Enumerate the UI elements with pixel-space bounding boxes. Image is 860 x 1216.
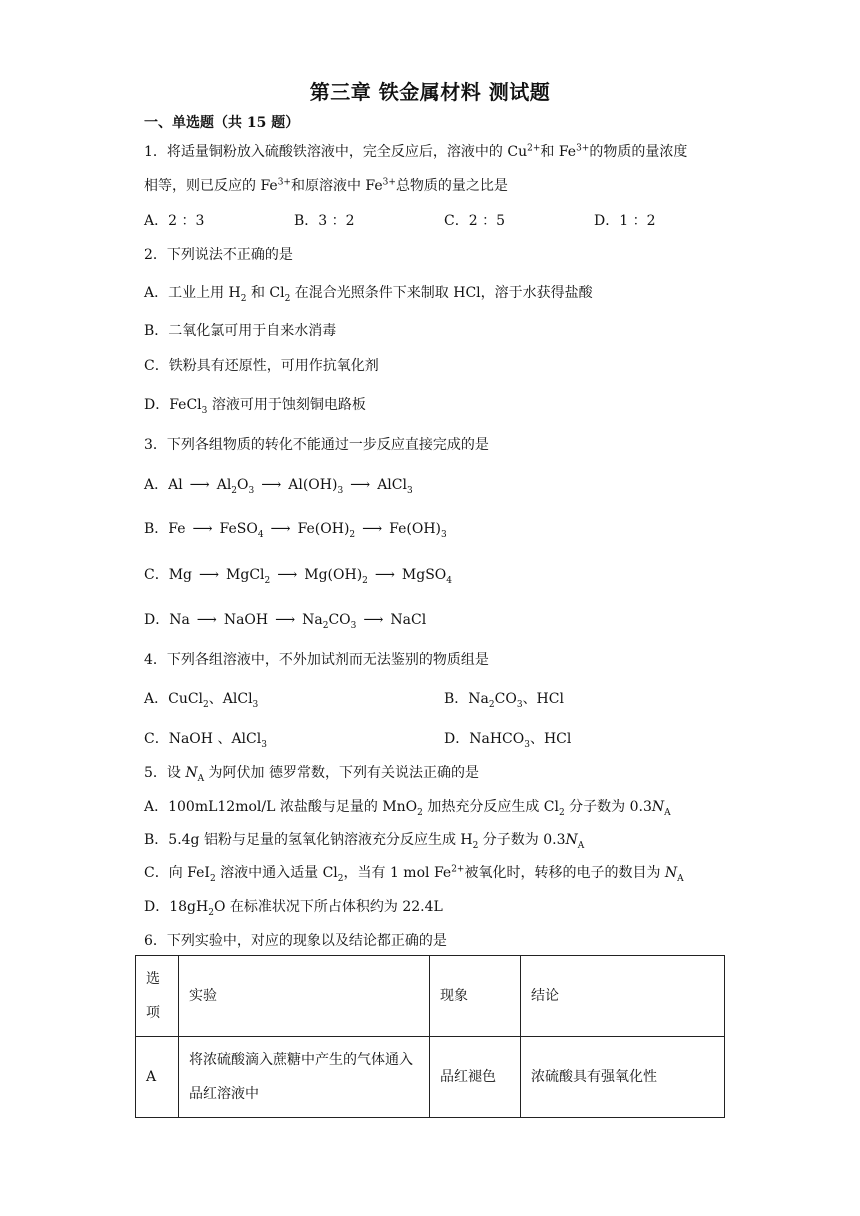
arrow-icon: ⟶	[350, 477, 371, 493]
q2-stem: 2．下列说法不正确的是	[144, 247, 293, 263]
arrow-icon: ⟶	[196, 612, 217, 628]
section-heading: 一、单选题（共 15 题）	[144, 115, 300, 131]
q5-option-d: D．$18gH_2O$ 在标准状况下所占体积约为 22.4L	[144, 899, 443, 918]
table-header-row	[136, 956, 725, 1037]
q5-option-a: A．100mL12mol/L 浓盐酸与足量的 MnO$_2$ 加热充分反应生成 $Cl_2$ 分子数为 $0.3N_A$	[144, 799, 671, 818]
table-row	[136, 1037, 725, 1118]
q1-stem-line2: 相等，则已反应的 $Fe^{3+}$和原溶液中 $Fe^{3+}$总物质的量之比是	[144, 177, 508, 194]
q3-option-c: C．Mg ⟶ MgCl$_2$ ⟶ $Mg(OH)_2$ ⟶ MgSO$_4$	[144, 567, 453, 586]
header-cell-conclusion: 结论	[521, 956, 725, 1037]
table-cell-conclusion: 浓硫酸具有强氧化性	[521, 1037, 725, 1118]
q6-table	[135, 955, 725, 1118]
arrow-icon: ⟶	[275, 612, 296, 628]
q3-option-b: B．Fe ⟶ FeSO$_4$ ⟶ $Fe(OH)_2$ ⟶ $Fe(OH)_3$	[144, 521, 447, 540]
q6-stem: 6．下列实验中，对应的现象以及结论都正确的是	[144, 933, 447, 949]
q1-option-a: A．2 ：3	[144, 213, 205, 229]
table-cell-phenomenon: 品红褪色	[430, 1037, 521, 1118]
q5-option-c: C．向 FeI$_2$ 溶液中通入适量 $Cl_2$，当有 1 mol $Fe^{2+}$被氧化时，转移的电子的数目为 $N_A$	[144, 864, 684, 884]
q1-option-b: B．3 ：2	[294, 213, 355, 229]
q1-option-d: D．1 ：2	[594, 213, 656, 229]
q2-option-a: A．工业上用 $H_2$ 和 $Cl_2$ 在混合光照条件下来制取 HCl，溶于水获得盐酸	[144, 285, 593, 304]
arrow-icon: ⟶	[362, 521, 383, 537]
q5-stem: 5．设 $N_A$ 为阿伏加 德罗常数，下列有关说法正确的是	[144, 765, 480, 784]
page-title: 第三章 铁金属材料 测试题	[309, 80, 551, 104]
q2-option-c: C．铁粉具有还原性，可用作抗氧化剂	[144, 358, 379, 374]
arrow-icon: ⟶	[270, 521, 291, 537]
header-cell-phenomenon: 现象	[430, 956, 521, 1037]
header-cell-experiment: 实验	[179, 956, 430, 1037]
table-cell-option: A	[136, 1037, 179, 1118]
table-cell-experiment: 将浓硫酸滴入蔗糖中产生的气体通入品红溶液中	[179, 1037, 430, 1118]
q4-option-c: C．NaOH 、AlCl$_3$	[144, 731, 267, 750]
arrow-icon: ⟶	[198, 567, 220, 583]
q4-option-a: A．CuCl$_2$、AlCl$_3$	[144, 691, 259, 710]
arrow-icon: ⟶	[374, 567, 395, 583]
header-cell-option: 选项	[136, 956, 179, 1037]
q3-stem: 3．下列各组物质的转化不能通过一步反应直接完成的是	[144, 437, 489, 453]
arrow-icon: ⟶	[277, 567, 298, 583]
q5-option-b: B．5.4g 铝粉与足量的氢氧化钠溶液充分反应生成 $H_2$ 分子数为 $0.3N_A$	[144, 832, 585, 851]
q1-option-c: C．2 ：5	[444, 213, 505, 229]
arrow-icon: ⟶	[363, 612, 384, 628]
q2-option-d: D．FeCl$_3$ 溶液可用于蚀刻铜电路板	[144, 397, 366, 416]
q4-option-d: D．NaHCO$_3$、HCl	[444, 731, 572, 750]
arrow-icon: ⟶	[189, 477, 210, 493]
q4-option-b: B．$Na_2CO_3$、HCl	[444, 691, 564, 710]
q1-stem-line1: 1．将适量铜粉放入硫酸铁溶液中，完全反应后，溶液中的 $Cu^{2+}$和 $Fe^{3+}$的物质的量浓度	[144, 143, 688, 160]
q3-option-d: D．Na ⟶ NaOH ⟶ $Na_2CO_3$ ⟶ NaCl	[144, 612, 427, 631]
arrow-icon: ⟶	[192, 521, 213, 537]
q4-stem: 4．下列各组溶液中，不外加试剂而无法鉴别的物质组是	[144, 652, 489, 668]
q2-option-b: B．二氧化氯可用于自来水消毒	[144, 323, 337, 339]
q3-option-a: A．Al ⟶ $Al_2O_3$ ⟶ $Al(OH)_3$ ⟶ AlCl$_3$	[144, 477, 413, 496]
arrow-icon: ⟶	[261, 477, 282, 493]
